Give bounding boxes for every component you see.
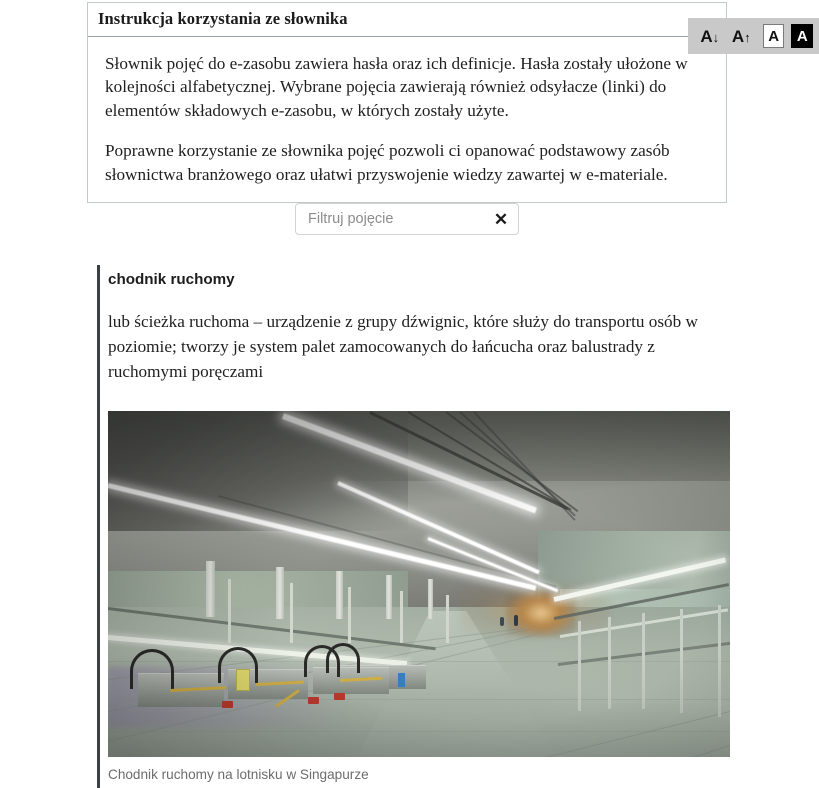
instruction-body xyxy=(88,37,726,203)
photo-floor-seam xyxy=(108,661,730,662)
photo-balustrade-post xyxy=(290,583,293,643)
photo-column xyxy=(276,567,284,619)
photo-warning-sign xyxy=(236,669,250,691)
entry-term: chodnik ruchomy xyxy=(108,271,235,288)
photo-balustrade-post xyxy=(608,617,611,709)
photo-column xyxy=(206,561,215,617)
photo-indicator-light xyxy=(334,693,345,700)
instruction-paragraph-2: Poprawne korzystanie ze słownika pojęć pozwoli ci opanować podstawowy zasób słownictwa branżowego oraz ułatwi przyswojenie wiedzy zawartej w e-materiale. xyxy=(105,141,670,184)
entry-definition: lub ścieżka ruchoma – urządzenie z grupy dźwignic, które służy do transportu osób w poziomie; tworzy je system palet zamocowanych do łańcucha oraz balustrady z ruchomymi poręczami xyxy=(108,311,698,381)
decrease-font-size-button[interactable] xyxy=(696,23,723,49)
photo-balustrade-post xyxy=(718,605,721,717)
entry-figure xyxy=(108,411,730,784)
photo-person xyxy=(500,617,504,626)
figure-caption: Chodnik ruchomy na lotnisku w Singapurze xyxy=(108,766,369,782)
glossary-entry xyxy=(97,265,727,788)
clear-filter-icon[interactable]: ✕ xyxy=(490,208,512,230)
photo-indicator-light xyxy=(222,701,233,708)
photo-column xyxy=(428,579,433,619)
photo-floor-seam xyxy=(108,731,730,732)
photo-balustrade-post xyxy=(642,613,645,709)
photo-handrail-curve xyxy=(130,649,174,689)
increase-font-size-button[interactable] xyxy=(727,23,754,49)
accessibility-toolbar xyxy=(688,18,819,54)
high-contrast-button[interactable] xyxy=(791,24,813,48)
filter-container xyxy=(295,203,519,235)
photo-column xyxy=(386,575,392,619)
walkway-photo xyxy=(108,411,730,757)
photo-handrail-curve xyxy=(304,645,340,677)
photo-indicator-light xyxy=(308,697,319,704)
photo-person xyxy=(514,615,518,626)
font-decrease-icon: A ↓ xyxy=(700,26,720,46)
photo-balustrade-post xyxy=(446,595,449,643)
high-contrast-icon: A xyxy=(796,27,808,45)
photo-balustrade-post xyxy=(578,621,581,711)
filter-input[interactable] xyxy=(296,204,518,234)
instruction-panel xyxy=(87,2,727,203)
photo-column xyxy=(336,571,343,619)
normal-contrast-button[interactable] xyxy=(763,24,785,48)
photo-balustrade-post xyxy=(400,591,403,643)
page-title: Instrukcja korzystania ze słownika xyxy=(98,9,348,28)
normal-contrast-icon: A xyxy=(768,27,780,45)
font-increase-icon: A ↑ xyxy=(731,26,751,46)
photo-balustrade-post xyxy=(680,609,683,713)
filter-field[interactable] xyxy=(295,203,519,235)
photo-ceiling-shadow xyxy=(108,411,408,531)
photo-blue-sign xyxy=(398,673,405,687)
instruction-paragraph-1: Słownik pojęć do e-zasobu zawiera hasła oraz ich definicje. Hasła zostały ułożone w kolejności alfabetycznej. Wybrane pojęcia zawierają również odsyłacze (linki) do elementów składowych e-zasobu, w których zostały użyte. xyxy=(105,53,688,120)
instruction-header xyxy=(88,3,726,37)
photo-balustrade-post xyxy=(228,579,231,643)
photo-balustrade-post xyxy=(348,587,351,643)
